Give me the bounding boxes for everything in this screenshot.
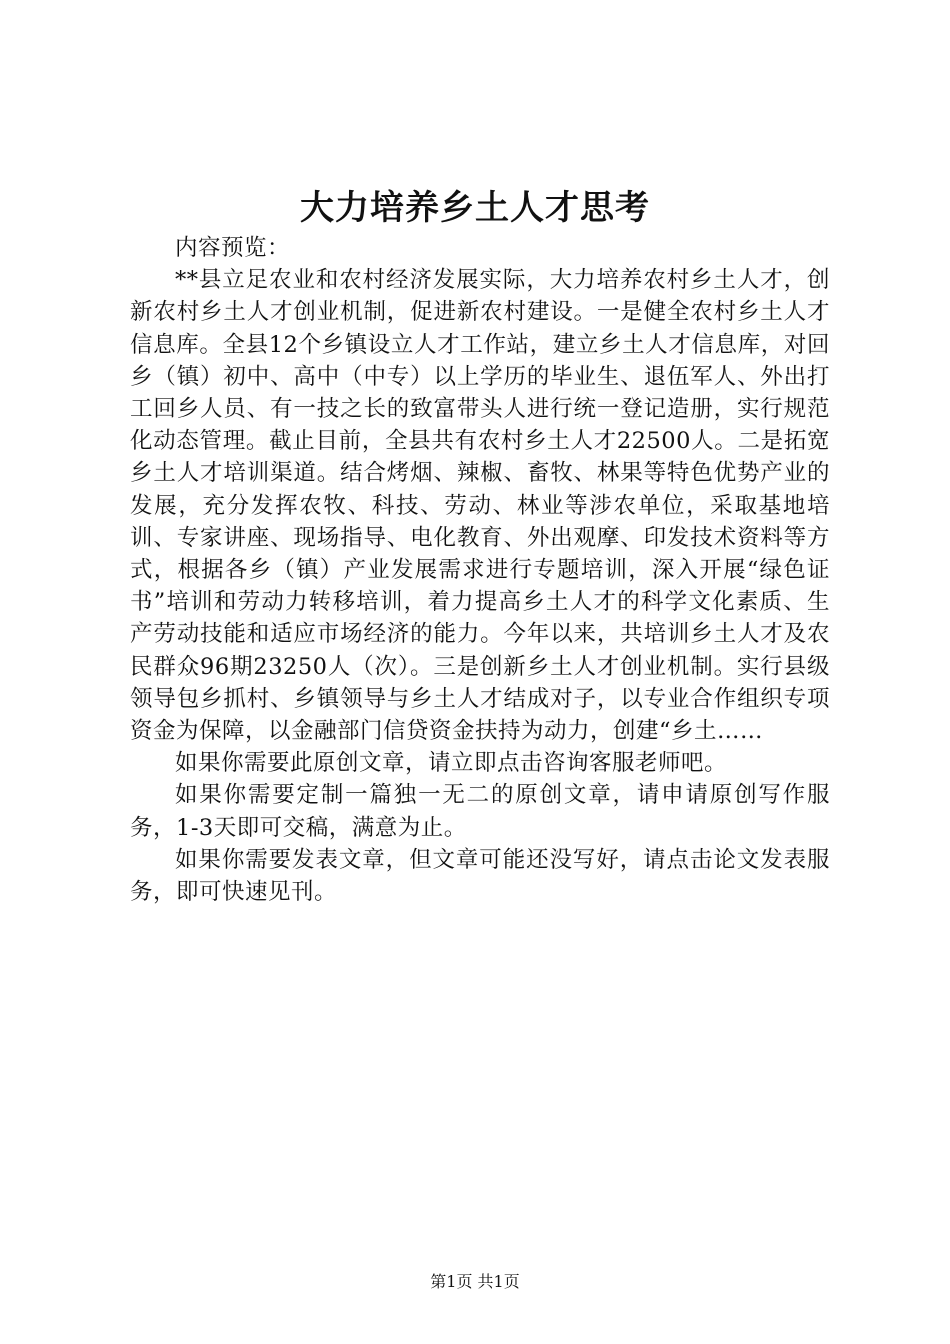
- consult-paragraph: 如果你需要此原创文章，请立即点击咨询客服老师吧。: [175, 750, 728, 777]
- document-title: 大力培养乡土人才思考: [300, 188, 650, 228]
- preview-label: 内容预览：: [175, 235, 291, 261]
- page-number-footer: 第1页 共1页: [430, 1272, 520, 1291]
- publishing-paragraph: 如果你需要发表文章，但文章可能还没写好，请点击论文发表服务，即可快速见刊。: [130, 846, 830, 906]
- document-body: [130, 232, 830, 908]
- custom-writing-paragraph: 如果你需要定制一篇独一无二的原创文章，请申请原创写作服务，1-3天即可交稿，满意为止。: [130, 782, 830, 841]
- content-paragraph: **县立足农业和农村经济发展实际，大力培养农村乡土人才，创新农村乡土人才创业机制，促进新农村建设。一是健全农村乡土人才信息库。全县12个乡镇设立人才工作站，建立乡土人才信息库，对回乡（镇）初中、高中（中专）以上学历的毕业生、退伍军人、外出打工回乡人员、有一技之长的致富带头人进行统一登记造册，实行规范化动态管理。截止目前，全县共有农村乡土人才22500人。二是拓宽乡土人才培训渠道。结合烤烟、辣椒、畜牧、林果等特色优势产业的发展，充分发挥农牧、科技、劳动、林业等涉农单位，采取基地培训、专家讲座、现场指导、电化教育、外出观摩、印发技术资料等方式，根据各乡（镇）产业发展需求进行专题培训，深入开展“绿色证书”培训和劳动力转移培训，着力提高乡土人才的科学文化素质、生产劳动技能和适应市场经济的能力。今年以来，共培训乡土人才及农民群众96期23250人（次）。三是创新乡土人才创业机制。实行县级领导包乡抓村、乡镇领导与乡土人才结成对子，以专业合作组织专项资金为保障，以金融部门信贷资金扶持为动力，创建“乡土……: [130, 267, 830, 745]
